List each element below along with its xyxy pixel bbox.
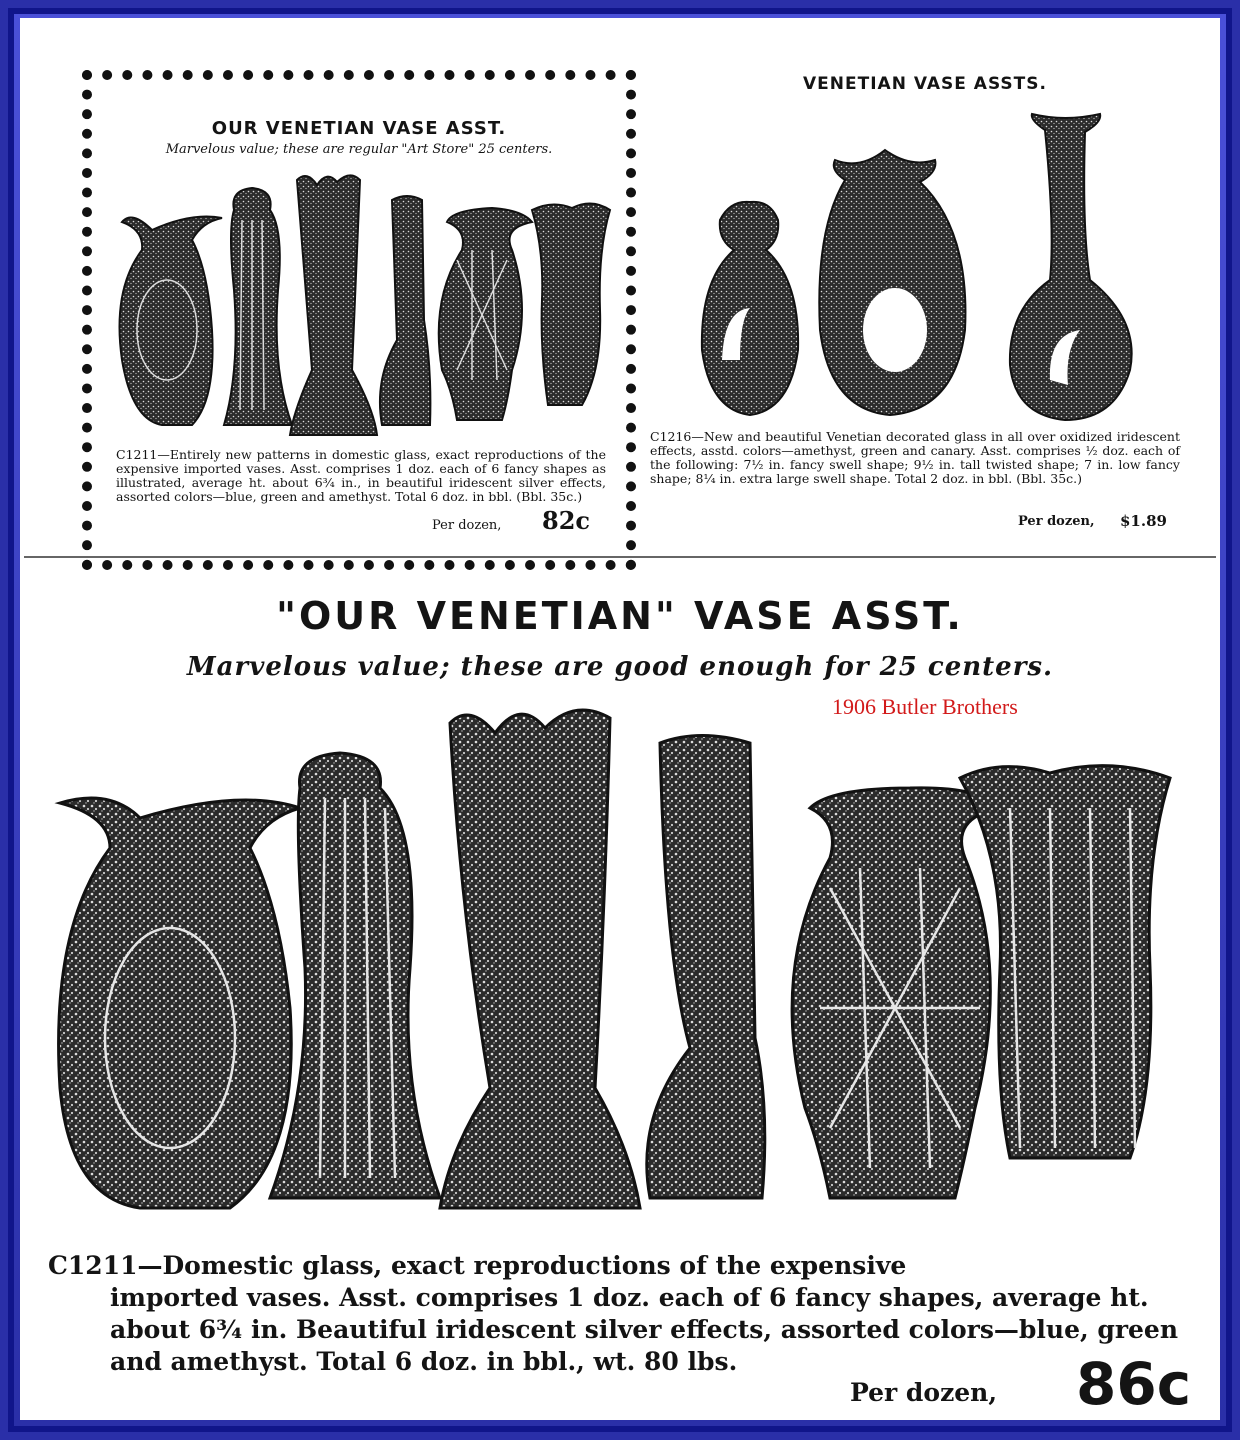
vase-tall-fluted	[290, 175, 377, 435]
divider	[24, 556, 1216, 558]
catalog-page	[20, 18, 1220, 1420]
vase-illustration	[112, 170, 612, 450]
clipping-subtitle: Marvelous value; these are good enough for 25 centers.	[186, 652, 1054, 682]
description-rest: imported vases. Asst. comprises 1 doz. each of 6 fancy shapes, average ht. about 6¾ in. Beautiful iridescent silver effects, assorted colors—blue, green and amethyst. Total 6 doz. in bbl., wt. 80 lbs.	[110, 1283, 1179, 1376]
vase-illustration	[670, 110, 1190, 430]
clipping-bottom	[20, 560, 1220, 1418]
per-dozen-label: Per dozen,	[432, 518, 502, 533]
vase-ruffled	[532, 203, 610, 405]
per-dozen-label: Per dozen,	[1018, 514, 1095, 529]
vase-illustration	[50, 708, 1200, 1238]
clipping-title: OUR VENETIAN VASE ASST.	[211, 118, 507, 139]
vase-ribbed	[224, 188, 292, 425]
vase-pinched	[120, 217, 223, 426]
vase-swell	[702, 202, 798, 415]
vase-crackle	[792, 788, 1000, 1198]
vase-twisted	[647, 736, 765, 1199]
clipping-top-right	[650, 70, 1210, 550]
clipping-title: "OUR VENETIAN" VASE ASST.	[276, 594, 964, 638]
clipping-description	[48, 1250, 1198, 1378]
clipping-description: C1216—New and beautiful Venetian decorated glass in all over oxidized iridescent effects, asstd. colors—amethyst, green and canary. Asst. comprises ½ doz. each of the following: 7½ in. fancy swell shape; 9½ in. tall twisted shape; 7 in. low fancy shape; 8¼ in. extra large swell shape. Total 2 doz. in bbl. (Bbl. 35c.)	[650, 429, 1180, 486]
clipping-title: VENETIAN VASE ASSTS.	[803, 74, 1047, 94]
vase-tall-fluted	[440, 710, 640, 1208]
vase-tall-twisted	[1010, 114, 1132, 420]
vase-large-swell	[819, 150, 965, 415]
vase-ruffled	[960, 766, 1170, 1158]
description-line-1: C1211—Domestic glass, exact reproductions of the expensive	[48, 1251, 907, 1280]
clipping-top-left	[82, 70, 636, 570]
price: 82c	[542, 506, 591, 535]
vase-crackle	[439, 208, 532, 420]
price: 86c	[1076, 1350, 1192, 1418]
vase-twisted	[380, 196, 430, 425]
vase-ribbed	[270, 753, 440, 1198]
price: $1.89	[1120, 512, 1167, 530]
clipping-description: C1211—Entirely new patterns in domestic glass, exact reproductions of the expensive imported vases. Asst. comprises 1 doz. each of 6 fancy shapes as illustrated, average ht. about 6¾ in., in beautiful iridescent silver effects, assorted colors—blue, green and amethyst. Total 6 doz. in bbl. (Bbl. 35c.)	[116, 447, 606, 504]
source-credit: 1906 Butler Brothers	[832, 694, 1018, 719]
per-dozen-label: Per dozen,	[850, 1378, 998, 1407]
clipping-subtitle: Marvelous value; these are regular "Art Store" 25 centers.	[165, 142, 553, 157]
